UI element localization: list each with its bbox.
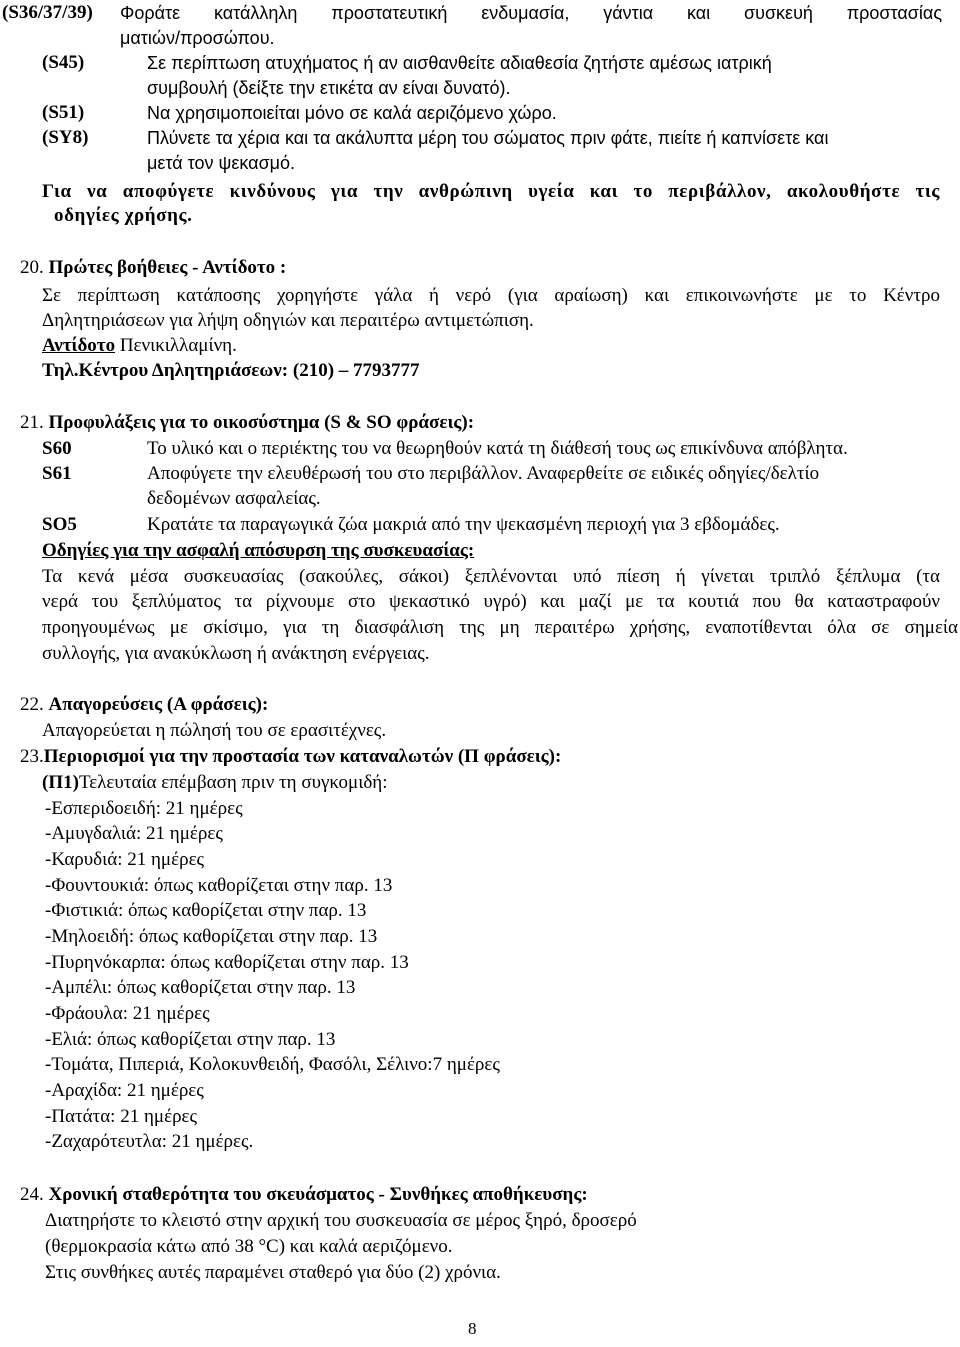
list-item: -Ζαχαρότευτλα: 21 ημέρες. (45, 1131, 254, 1152)
p1-line: (Π1)Τελευταία επέμβαση πριν τη συγκομιδή: (42, 772, 388, 793)
paragraph: Δηλητηριάσεων για λήψη οδηγιών και περαιτέρω αντιμετώπιση. (42, 310, 534, 331)
list-item: -Μηλοειδή: όπως καθορίζεται στην παρ. 13 (45, 926, 378, 947)
s-text-cont: ματιών/προσώπου. (120, 28, 275, 48)
section-number: 21. Προφυλάξεις για το οικοσύστημα (S & SO φράσεις): (20, 412, 475, 433)
s-text: Σε περίπτωση ατυχήματος ή αν αισθανθείτε αδιαθεσία ζητήστε αμέσως ιατρική (147, 53, 772, 73)
s-text: Πλύνετε τα χέρια και τα ακάλυπτα μέρη του σώματος πριν φάτε, πιείτε ή καπνίσετε και (147, 128, 829, 148)
list-item: -Φουντουκιά: όπως καθορίζεται στην παρ. 13 (45, 875, 393, 896)
s-code: (S51) (42, 102, 85, 123)
section-title: Χρονική σταθερότητα του σκευάσματος - Συνθήκες αποθήκευσης: (48, 1184, 588, 1205)
warning-text: Για να αποφύγετε κινδύνους για την ανθρώπινη υγεία και το περιβάλλον, ακολουθήστε τις (42, 181, 940, 202)
antidote-label: Αντίδοτο (42, 335, 116, 356)
antidote-line: Αντίδοτο Πενικιλλαμίνη. (42, 335, 237, 356)
poison-center-phone: Τηλ.Κέντρου Δηλητηριάσεων: (210) – 7793777 (42, 360, 420, 381)
s-code: (S36/37/39) (2, 2, 93, 23)
list-item: -Πυρηνόκαρπα: όπως καθορίζεται στην παρ. 13 (45, 952, 409, 973)
list-item: -Φιστικιά: όπως καθορίζεται στην παρ. 13 (45, 900, 367, 921)
section-number: 20. Πρώτες βοήθειες - Αντίδοτο : (20, 257, 287, 278)
paragraph: συλλογής, για ανακύκλωση ή ανάκτηση ενέργειας. (42, 643, 430, 664)
list-item: -Τομάτα, Πιπεριά, Κολοκυνθειδή, Φασόλι, Σέλινο:7 ημέρες (45, 1054, 500, 1075)
s-text-cont: δεδομένων ασφαλείας. (147, 488, 321, 509)
paragraph: (θερμοκρασία κάτω από 38 °C) και καλά αεριζόμενο. (45, 1236, 453, 1257)
s-text: Φοράτε κατάλληλη προστατευτική ενδυμασία, γάντια και συσκευή προστασίας (120, 3, 942, 23)
s-code: S60 (42, 438, 72, 459)
section-title: Απαγορεύσεις (Α φράσεις): (48, 694, 269, 715)
list-item: -Ελιά: όπως καθορίζεται στην παρ. 13 (45, 1029, 336, 1050)
paragraph: Στις συνθήκες αυτές παραμένει σταθερό για δύο (2) χρόνια. (45, 1262, 501, 1283)
s-text: Να χρησιμοποιείται μόνο σε καλά αεριζόμενο χώρο. (147, 103, 557, 123)
list-item: -Καρυδιά: 21 ημέρες (45, 849, 205, 870)
section-title: Περιορισμοί για την προστασία των καταναλωτών (Π φράσεις): (43, 746, 562, 767)
paragraph: προηγουμένως με σκίσιμο, για τη διασφάλιση της μη περαιτέρω χρήσης, εναποτίθενται όλα σε σημεία (42, 617, 958, 638)
list-item: -Πατάτα: 21 ημέρες (45, 1106, 198, 1127)
s-text: Το υλικό και ο περιέκτης του να θεωρηθούν κατά τη διάθεσή τους ως επικίνδυνα απόβλητα. (147, 438, 848, 459)
paragraph: Τα κενά μέσα συσκευασίας (σακούλες, σάκοι) ξεπλένονται υπό πίεση ή γίνεται τριπλό ξέπλυμα (τα (42, 566, 940, 587)
s-text: Κρατάτε τα παραγωγικά ζώα μακριά από την ψεκασμένη περιοχή για 3 εβδομάδες. (147, 514, 780, 535)
section-title: Προφυλάξεις για το οικοσύστημα (S & SO φράσεις): (48, 412, 475, 433)
disposal-heading: Οδηγίες για την ασφαλή απόσυρση της συσκευασίας: (42, 540, 475, 561)
paragraph: Απαγορεύεται η πώλησή του σε ερασιτέχνες. (42, 720, 387, 741)
s-text-cont: μετά τον ψεκασμό. (147, 153, 296, 173)
page-number: 8 (468, 1319, 477, 1338)
paragraph: Σε περίπτωση κατάποσης χορηγήστε γάλα ή νερό (για αραίωση) και επικοινωνήστε με το Κέντρο (42, 285, 940, 306)
list-item: -Αραχίδα: 21 ημέρες (45, 1080, 204, 1101)
section-number: 23.Περιορισμοί για την προστασία των καταναλωτών (Π φράσεις): (20, 746, 562, 767)
s-text-cont: συμβουλή (δείξτε την ετικέτα αν είναι δυνατό). (147, 78, 511, 98)
section-number: 24. Χρονική σταθερότητα του σκευάσματος - Συνθήκες αποθήκευσης: (20, 1184, 588, 1205)
paragraph: Διατηρήστε το κλειστό στην αρχική του συσκευασία σε μέρος ξηρό, δροσερό (45, 1210, 637, 1231)
list-item: -Αμπέλι: όπως καθορίζεται στην παρ. 13 (45, 977, 356, 998)
list-item: -Αμυγδαλιά: 21 ημέρες (45, 823, 223, 844)
s-text: Αποφύγετε την ελευθέρωσή του στο περιβάλλον. Αναφερθείτε σε ειδικές οδηγίες/δελτίο (147, 463, 820, 484)
list-item: -Εσπεριδοειδή: 21 ημέρες (45, 798, 243, 819)
s-code: (S45) (42, 52, 85, 73)
paragraph: νερά του ξεπλύματος τα ρίχνουμε στο ψεκαστικό υγρό) και μαζί με τα κουτιά που θα καταστραφούν (42, 591, 940, 612)
section-number: 22. Απαγορεύσεις (Α φράσεις): (20, 694, 269, 715)
list-item: -Φράουλα: 21 ημέρες (45, 1003, 210, 1024)
s-code: SO5 (42, 514, 77, 535)
s-code: (SY8) (42, 127, 89, 148)
s-code: S61 (42, 463, 72, 484)
section-title: Πρώτες βοήθειες - Αντίδοτο : (48, 257, 287, 278)
warning-text-cont: οδηγίες χρήσης. (54, 205, 193, 226)
